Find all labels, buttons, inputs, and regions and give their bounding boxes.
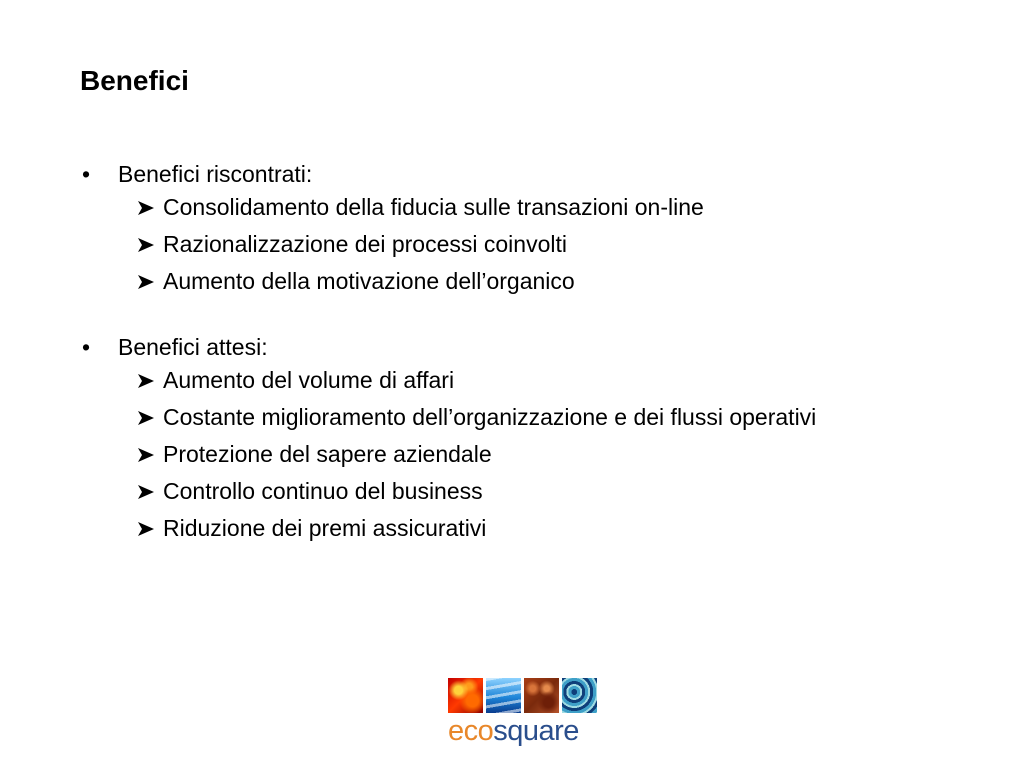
- list-item: [137, 231, 880, 258]
- logo-square-text: square: [493, 715, 579, 747]
- list-item: [137, 441, 880, 468]
- arrow-bullet-icon: [137, 200, 155, 216]
- bullet-icon: •: [82, 161, 91, 187]
- list-item-text: Aumento del volume di affari: [163, 367, 455, 393]
- list-item-text: Riduzione dei premi assicurativi: [163, 515, 487, 541]
- logo-wordmark: [448, 715, 600, 747]
- list-item: [137, 478, 880, 505]
- list-item-text: Consolidamento della fiducia sulle transazioni on-line: [163, 194, 704, 220]
- section-heading: [80, 331, 880, 363]
- arrow-bullet-icon: [137, 484, 155, 500]
- earth-tile-icon: [524, 678, 559, 713]
- list-item-text: Aumento della motivazione dell’organico: [163, 268, 575, 294]
- list-item-text: Razionalizzazione dei processi coinvolti: [163, 231, 567, 257]
- list-item: [137, 404, 880, 431]
- fire-tile-icon: [448, 678, 483, 713]
- list-item-text: Protezione del sapere aziendale: [163, 441, 492, 467]
- arrow-bullet-icon: [137, 373, 155, 389]
- arrow-bullet-icon: [137, 521, 155, 537]
- arrow-bullet-icon: [137, 274, 155, 290]
- section-heading-text: Benefici attesi:: [118, 334, 268, 360]
- slide-content: [80, 158, 880, 552]
- section-heading: [80, 158, 880, 190]
- arrow-bullet-icon: [137, 410, 155, 426]
- water-tile-icon: [486, 678, 521, 713]
- section-heading-text: Benefici riscontrati:: [118, 161, 313, 187]
- list-item: [137, 194, 880, 221]
- section-benefici-attesi: [80, 331, 880, 542]
- logo-eco-text: eco: [448, 715, 494, 747]
- arrow-bullet-icon: [137, 237, 155, 253]
- list-item: [137, 367, 880, 394]
- sub-list: [80, 194, 880, 295]
- ecosquare-logo: [448, 678, 600, 750]
- list-item: [137, 515, 880, 542]
- logo-tiles: [448, 678, 600, 713]
- arrow-bullet-icon: [137, 447, 155, 463]
- list-item-text: Costante miglioramento dell’organizzazione e dei flussi operativi: [163, 404, 817, 430]
- list-item-text: Controllo continuo del business: [163, 478, 483, 504]
- slide-title: Benefici: [80, 65, 189, 96]
- list-item: [137, 268, 880, 295]
- bullet-icon: •: [82, 334, 91, 360]
- air-tile-icon: [562, 678, 597, 713]
- section-benefici-riscontrati: [80, 158, 880, 295]
- sub-list: [80, 367, 880, 542]
